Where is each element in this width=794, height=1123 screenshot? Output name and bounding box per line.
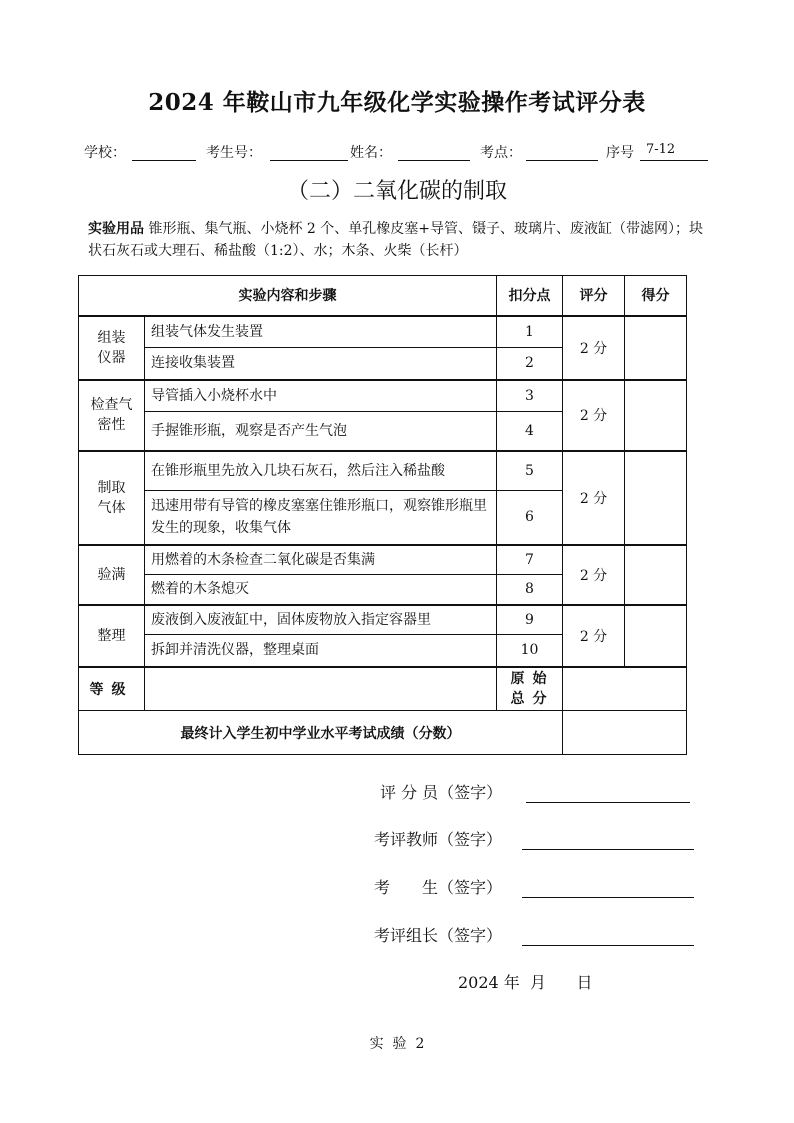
group-score: 2 分 [563, 380, 625, 451]
raw-total-label: 原始总分 [497, 667, 563, 711]
final-score-label: 最终计入学生初中学业水平考试成绩（分数） [79, 711, 563, 755]
step-text: 迅速用带有导管的橡皮塞塞住锥形瓶口，观察锥形瓶里发生的现象，收集气体 [145, 491, 497, 545]
deduction-point: 5 [497, 451, 563, 491]
step-text: 连接收集装置 [145, 348, 497, 380]
step-text: 组装气体发生装置 [145, 316, 497, 348]
teacher-signature-label: 考评教师（签字） [374, 830, 503, 849]
step-text: 燃着的木条熄灭 [145, 575, 497, 605]
teacher-signature [374, 827, 502, 850]
header-obtained: 得分 [625, 276, 687, 316]
group-score: 2 分 [563, 545, 625, 605]
header-points: 扣分点 [497, 276, 563, 316]
candidate-info-line [84, 140, 724, 164]
candidate-signature-label: 考 生（签字） [374, 878, 503, 897]
serial-field[interactable] [640, 160, 708, 161]
raw-total-cell[interactable] [563, 667, 687, 711]
grade-row [79, 667, 687, 711]
materials-text: 锥形瓶、集气瓶、小烧杯 2 个、单孔橡皮塞+导管、镊子、玻璃片、废液缸（带滤网）；块状石灰石或大理石、稀盐酸（1:2）、水；木条、火柴（长杆） [88, 221, 703, 259]
grade-cell[interactable] [145, 667, 497, 711]
scorer-signature [380, 780, 502, 803]
header-content: 实验内容和步骤 [79, 276, 497, 316]
group-check-full: 验满 [79, 545, 145, 605]
serial-label: 序号 [606, 145, 634, 161]
step-text: 导管插入小烧杯水中 [145, 380, 497, 412]
candidate-signature [374, 875, 502, 898]
table-row [79, 380, 687, 412]
table-header-row [79, 276, 687, 316]
name-field[interactable] [398, 160, 470, 161]
experiment-title: （二）二氧化碳的制取 [286, 179, 507, 204]
obtained-score-cell[interactable] [625, 380, 687, 451]
group-score: 2 分 [563, 451, 625, 545]
deduction-point: 4 [497, 412, 563, 451]
serial-value: 7-12 [646, 142, 676, 157]
page-title: 2024 年鞍山市九年级化学实验操作考试评分表 [148, 89, 646, 116]
group-assemble: 组装仪器 [79, 316, 145, 380]
obtained-score-cell[interactable] [625, 605, 687, 667]
candidate-no-field[interactable] [270, 160, 348, 161]
leader-signature-label: 考评组长（签字） [374, 926, 503, 945]
table-row [79, 545, 687, 575]
leader-signature-field[interactable] [522, 945, 694, 946]
group-airtightness: 检查气密性 [79, 380, 145, 451]
scorer-signature-label: 评 分 员（签字） [380, 783, 503, 802]
final-score-cell[interactable] [563, 711, 687, 755]
scorer-signature-field[interactable] [526, 802, 690, 803]
date-line: 2024 年 月 日 [458, 973, 593, 992]
step-text: 在锥形瓶里先放入几块石灰石，然后注入稀盐酸 [145, 451, 497, 491]
name-label: 姓名： [350, 145, 392, 161]
step-text: 废液倒入废液缸中，固体废物放入指定容器里 [145, 605, 497, 635]
table-row [79, 605, 687, 635]
group-cleanup: 整理 [79, 605, 145, 667]
step-text: 用燃着的木条检查二氧化碳是否集满 [145, 545, 497, 575]
step-text: 手握锥形瓶，观察是否产生气泡 [145, 412, 497, 451]
obtained-score-cell[interactable] [625, 451, 687, 545]
candidate-signature-field[interactable] [522, 897, 694, 898]
final-score-row [79, 711, 687, 755]
deduction-point: 7 [497, 545, 563, 575]
page-footer: 实 验 2 [369, 1036, 425, 1052]
exam-site-label: 考点： [480, 145, 522, 161]
leader-signature [374, 923, 502, 946]
exam-site-field[interactable] [526, 160, 598, 161]
school-label: 学校： [84, 145, 126, 161]
group-prepare-gas: 制取气体 [79, 451, 145, 545]
group-score: 2 分 [563, 316, 625, 380]
materials-paragraph [88, 218, 712, 262]
group-score: 2 分 [563, 605, 625, 667]
deduction-point: 10 [497, 635, 563, 667]
deduction-point: 8 [497, 575, 563, 605]
obtained-score-cell[interactable] [625, 316, 687, 380]
deduction-point: 3 [497, 380, 563, 412]
candidate-no-label: 考生号： [206, 145, 262, 161]
header-score: 评分 [563, 276, 625, 316]
materials-label: 实验用品 [88, 221, 144, 237]
step-text: 拆卸并清洗仪器，整理桌面 [145, 635, 497, 667]
scoring-table [78, 275, 687, 755]
obtained-score-cell[interactable] [625, 545, 687, 605]
table-row [79, 451, 687, 491]
school-field[interactable] [132, 160, 196, 161]
table-row [79, 316, 687, 348]
grade-label: 等级 [79, 667, 145, 711]
deduction-point: 6 [497, 491, 563, 545]
teacher-signature-field[interactable] [522, 849, 694, 850]
deduction-point: 1 [497, 316, 563, 348]
deduction-point: 9 [497, 605, 563, 635]
deduction-point: 2 [497, 348, 563, 380]
